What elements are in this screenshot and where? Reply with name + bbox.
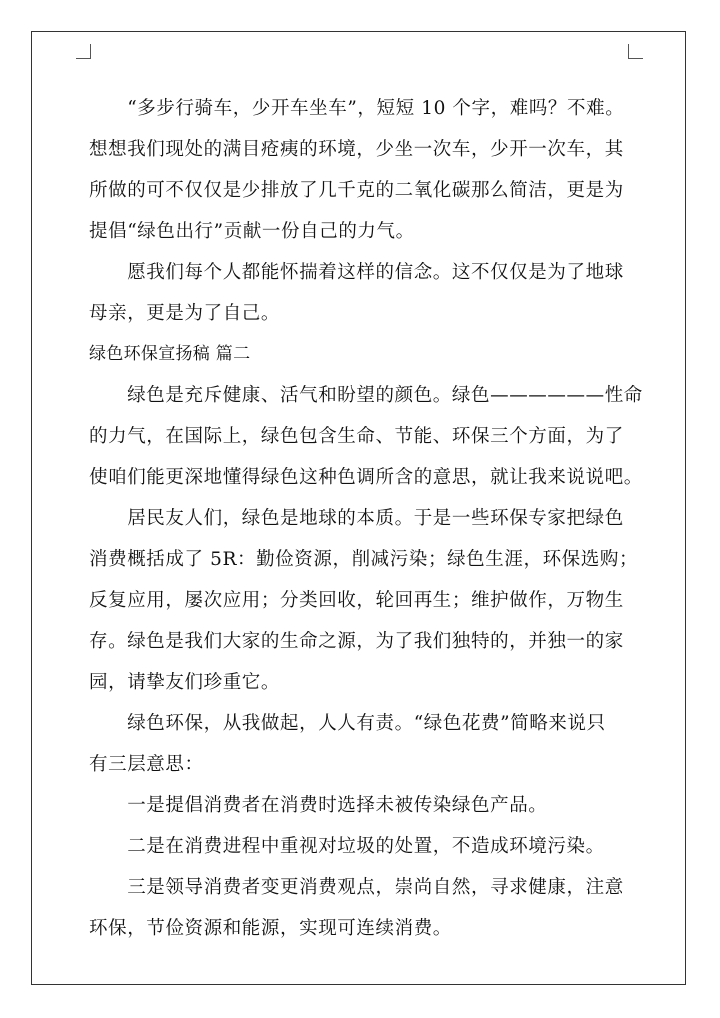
crop-mark-top-right [628,44,643,59]
paragraph-line: 居民友人们，绿色是地球的本质。于是一些环保专家把绿色 [89,508,624,529]
paragraph-line: 有三层意思： [89,754,204,775]
paragraph-line: 母亲，更是为了自己。 [89,303,281,324]
paragraph-line: 二是在消费进程中重视对垃圾的处置，不造成环境污染。 [89,836,605,857]
paragraph-line: 想想我们现处的满目疮痍的环境，少坐一次车，少开一次车，其 [89,139,624,160]
paragraph-line: 的力气，在国际上，绿色包含生命、节能、环保三个方面，为了 [89,426,624,447]
paragraph-line: 园，请挚友们珍重它。 [89,672,281,693]
paragraph-line: 所做的可不仅仅是少排放了几千克的二氧化碳那么简洁，更是为 [89,180,624,201]
paragraph-line: 一是提倡消费者在消费时选择未被传染绿色产品。 [89,795,548,816]
paragraph-line: 存。绿色是我们大家的生命之源，为了我们独特的，并独一的家 [89,631,624,652]
document-body [89,88,643,949]
paragraph-line: 三是领导消费者变更消费观点，崇尚自然，寻求健康，注意 [89,877,624,898]
section-heading: 绿色环保宣扬稿 篇二 [89,344,251,364]
paragraph-line: 反复应用，屡次应用；分类回收，轮回再生；维护做作，万物生 [89,590,624,611]
crop-mark-top-left [76,44,91,59]
paragraph-line: “多步行骑车，少开车坐车”，短短 10 个字，难吗？不难。 [89,98,625,119]
paragraph-line: 愿我们每个人都能怀揣着这样的信念。这不仅仅是为了地球 [89,262,624,283]
paragraph-line: 提倡“绿色出行”贡献一份自己的力气。 [89,221,415,242]
paragraph-line: 使咱们能更深地懂得绿色这种色调所含的意思，就让我来说说吧。 [89,467,643,488]
paragraph-line: 环保，节俭资源和能源，实现可连续消费。 [89,918,452,939]
paragraph-line: 绿色环保，从我做起，人人有责。“绿色花费”简略来说只 [89,713,606,734]
paragraph-line: 消费概括成了 5R：勤俭资源，削减污染；绿色生涯，环保选购； [89,549,639,570]
paragraph-line: 绿色是充斥健康、活气和盼望的颜色。绿色——————性命 [89,385,643,406]
